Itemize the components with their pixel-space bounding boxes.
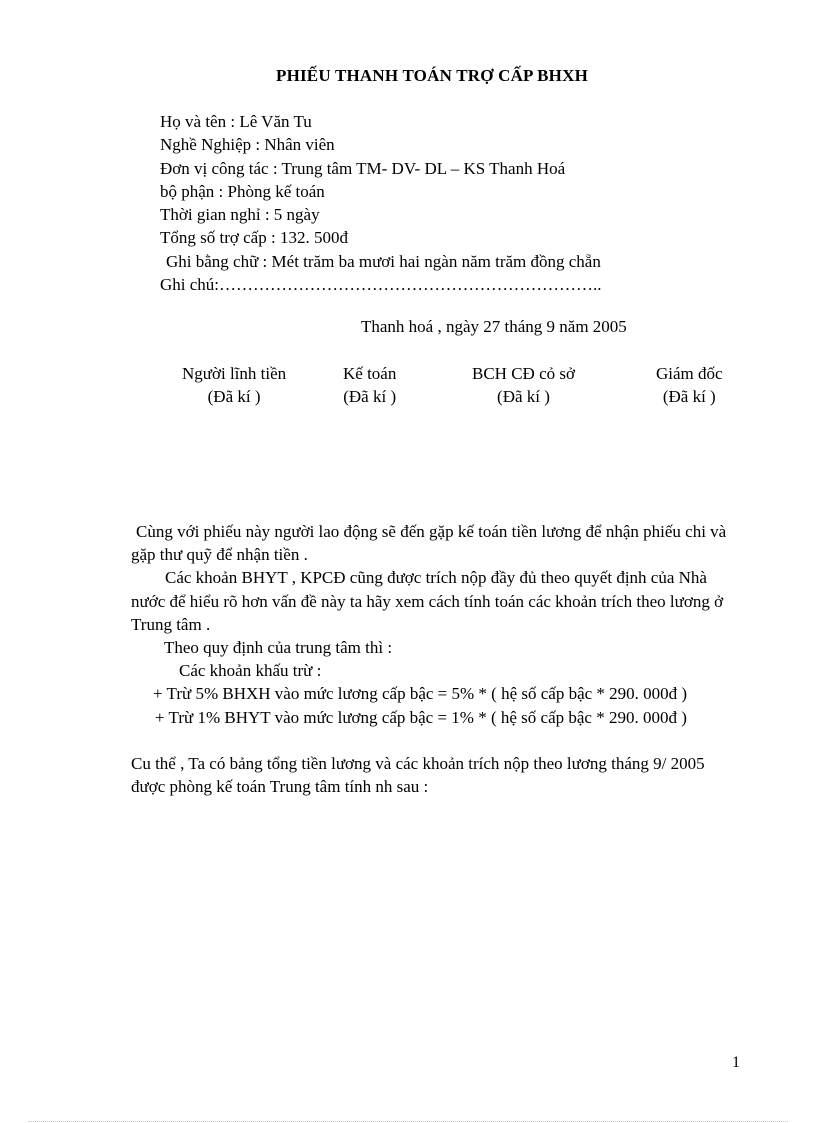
paragraph: + Trừ 1% BHYT vào mức lương cấp bậc = 1% * ( hệ số cấp bậc * 290. 000đ ) [155, 707, 687, 727]
signer-role: Người lĩnh tiền [182, 364, 287, 383]
signer-status: (Đã kí ) [207, 387, 261, 406]
signer-recipient [182, 362, 286, 408]
paragraph: + Trừ 5% BHXH vào mức lương cấp bậc = 5% * ( hệ số cấp bậc * 290. 000đ ) [153, 684, 688, 704]
paragraph: Các khoản BHYT , KPCĐ cũng được trích nộp đầy đủ theo quyết định của Nhà nước để hiểu rõ hơn vấn đề này ta hãy xem cách tính toán các khoản trích theo lương ở Trung tâm . [131, 568, 724, 634]
paragraph: Theo quy định của trung tâm thì : [164, 638, 393, 658]
signer-status: (Đã kí ) [662, 387, 716, 406]
signer-union [472, 362, 575, 408]
total-allowance-line: Tổng số trợ cấp : 132. 500đ [160, 228, 348, 248]
signer-status: (Đã kí ) [343, 387, 397, 406]
signer-director [656, 362, 723, 408]
date-line: Thanh hoá , ngày 27 tháng 9 năm 2005 [361, 317, 627, 336]
footer-rule [28, 1121, 788, 1122]
signer-role: Kế toán [343, 364, 397, 383]
signer-role: Giám đốc [656, 364, 723, 383]
signer-accountant [343, 362, 396, 408]
occupation-line: Nghề Nghiệp : Nhân viên [160, 135, 335, 155]
amount-in-words-line: Ghi bằng chữ : Mét trăm ba mươi hai ngàn năm trăm đồng chẵn [166, 251, 601, 271]
page-number: 1 [732, 1054, 740, 1071]
signer-role: BCH CĐ cỏ sở [472, 364, 575, 383]
paragraph: Cùng với phiếu này người lao động sẽ đến gặp kế toán tiền lương để nhận phiếu chi và gặp thư quỹ để nhận tiền . [131, 522, 727, 565]
leave-time-line: Thời gian nghỉ : 5 ngày [160, 205, 320, 225]
body-text [131, 520, 741, 798]
name-line: Họ và tên : Lê Văn Tu [160, 112, 312, 131]
paragraph: Các khoản khấu trừ : [179, 661, 322, 681]
paragraph: Cu thể , Ta có bảng tổng tiền lương và các khoản trích nộp theo lương tháng 9/ 2005 được phòng kế toán Trung tâm tính nh sau : [131, 753, 705, 797]
department-line: bộ phận : Phòng kế toán [160, 181, 325, 201]
workplace-line: Đơn vị công tác : Trung tâm TM- DV- DL – KS Thanh Hoá [160, 158, 566, 178]
signer-status: (Đã kí ) [497, 387, 550, 406]
note-line: Ghi chú:………………………………………………………….. [160, 275, 602, 295]
page-title: PHIẾU THANH TOÁN TRỢ CẤP BHXH [275, 66, 589, 85]
info-block [160, 110, 602, 296]
